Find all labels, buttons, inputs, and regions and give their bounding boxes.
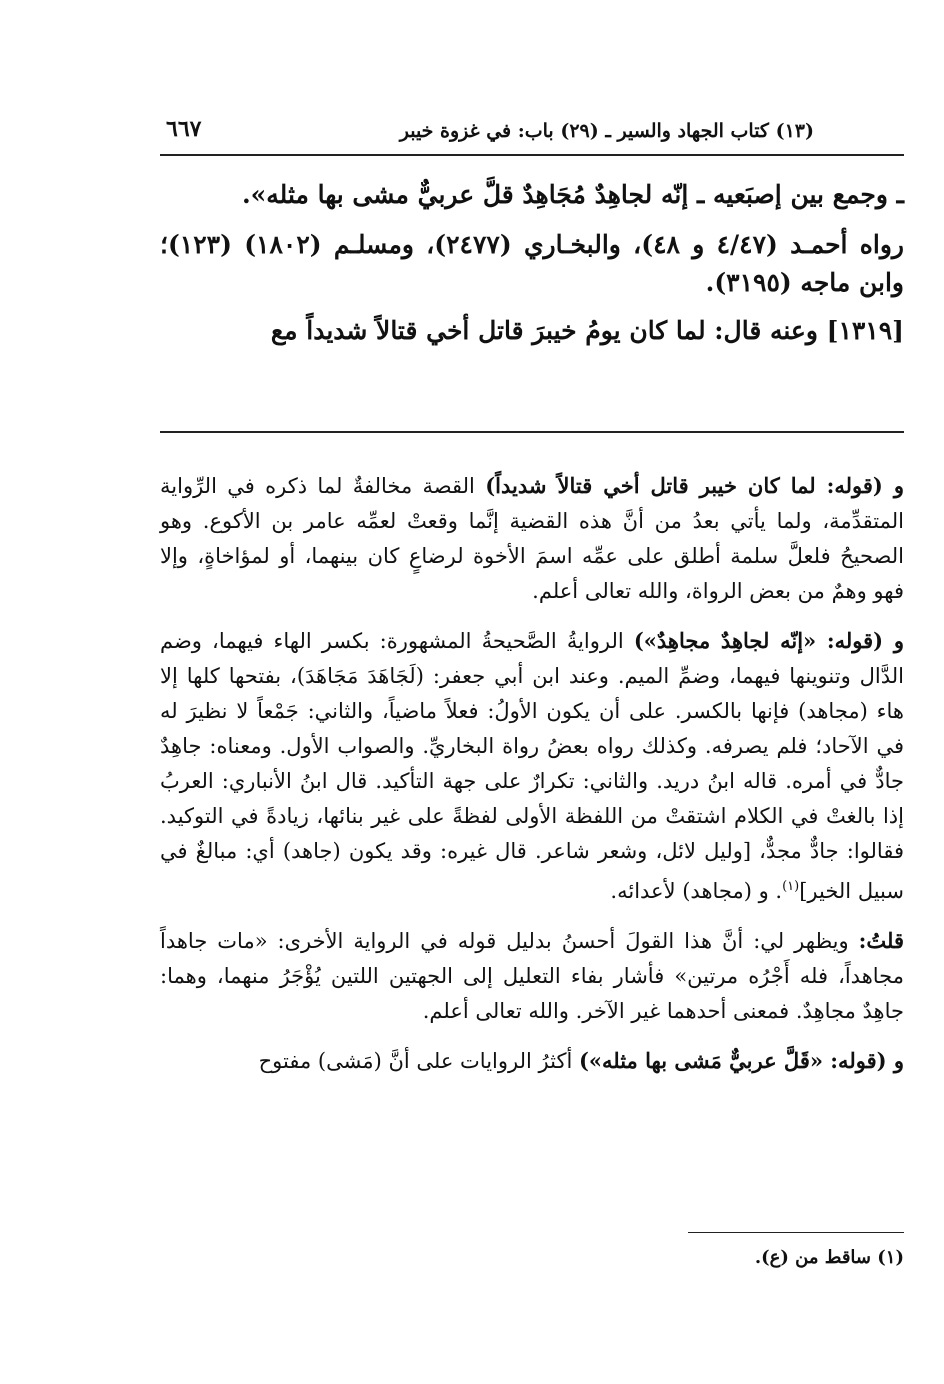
commentary-body: أكثرُ الروايات على أنَّ (مَشى) مفتوح [258, 1049, 579, 1073]
footnote-marker: (١) [782, 879, 800, 894]
commentary-lead: قلتُ: [858, 928, 904, 953]
hadith-text [160, 176, 904, 364]
commentary-body: ويظهر لي: أنَّ هذا القولَ أحسنُ بدليل قوله في الرواية الأخرى: «مات جاهداً مجاهداً، فله أَجْرُه مرتين» فأشار بفاء التعليل إلى الجهتين اللتين يُؤْجَرُ منهما، وهما: جاهِدٌ مجاهِدٌ. فمعنى أحدهما غير الآخر. والله تعالى أعلم. [160, 929, 904, 1023]
commentary-paragraph [160, 623, 904, 909]
hadith-citation: رواه أحمـد (٤/٤٧ و ٤٨)، والبخـاري (٢٤٧٧)، ومسلـم (١٨٠٢) (١٢٣)؛ وابن ماجه (٣١٩٥). [160, 230, 904, 297]
commentary-lead: و (قوله: لما كان خيبر قاتل أخي قتالاً شديداً) [485, 473, 904, 498]
hadith-1319: [١٣١٩] وعنه قال: لما كان يومُ خيبرَ قاتل أخي قتالاً شديداً مع [270, 316, 904, 345]
commentary-lead: و (قوله: «إنّه لجاهِدٌ مجاهِدٌ») [633, 628, 904, 653]
text-separator [160, 431, 904, 433]
running-header [160, 112, 904, 156]
commentary-paragraph [160, 923, 904, 1029]
page-number: ٦٦٧ [166, 116, 202, 142]
footnotes [160, 1244, 904, 1272]
commentary-lead: و (قوله: «قَلَّ عربيٌّ مَشى بها مثله») [578, 1048, 904, 1073]
commentary-body: الروايةُ الصَّحيحةُ المشهورة: بكسر الهاء فيهما، وضم الدَّال وتنوينها فيهما، وضمِّ الميم. وعند ابن أبي جعفر: (لَجَاهَدَ مَجَاهَدَ)، بفتحها كلها إلا هاء (مجاهد) فإنها بالكسر. على أن يكون الأولُ: فعلاً ماضياً، والثاني: جَمْعاً لا نظيرَ له في الآحاد؛ فلم يصرفه. وكذلك رواه بعضُ رواة البخاريِّ. والصواب الأول. ومعناه: جاهِدٌ جادٌّ في أمره. قاله ابنُ دريد. والثاني: تكرارٌ على جهة التأكيد. قال ابنُ الأنباري: العربُ إذا بالغتْ في الكلام اشتقتْ من اللفظة الأولى لفظةً على غير بنائها، زيادةً في التوكيد. فقالوا: جادٌّ مجدٌّ، [وليل لائل، وشعر شاعر. قال غيره: وقد يكون (جاهد) أي: مبالغٌ في سبيل الخير] [160, 629, 904, 903]
commentary-paragraph [160, 468, 904, 609]
chapter-title: (١٣) كتاب الجهاد والسير ـ (٢٩) باب: في غزوة خيبر [399, 120, 814, 142]
commentary-body-tail: . و (مجاهد) لأعدائه. [610, 879, 783, 903]
footnote-divider [688, 1232, 904, 1233]
commentary-paragraph [160, 1043, 904, 1079]
hadith-line: ـ وجمع بين إصبَعيه ـ إنّه لجاهِدٌ مُجَاهِدٌ قلَّ عربيٌّ مشى بها مثله». [241, 180, 904, 209]
commentary [160, 468, 904, 1093]
commentary-body: القصة مخالفةٌ لما ذكره في الرِّواية المتقدِّمة، ولما يأتي بعدُ من أنَّ هذه القضية إنَّما وقعتْ لعمِّه عامر بن الأكوع. وهو الصحيحُ فلعلَّ سلمة أطلق على عمِّه اسمَ الأخوة لرضاعٍ كان بينهما، أو لمؤاخاةٍ، وإلا فهو وهمٌ من بعض الرواة، والله تعالى أعلم. [160, 474, 904, 603]
footnote: (١) ساقط من (ع). [754, 1247, 904, 1268]
